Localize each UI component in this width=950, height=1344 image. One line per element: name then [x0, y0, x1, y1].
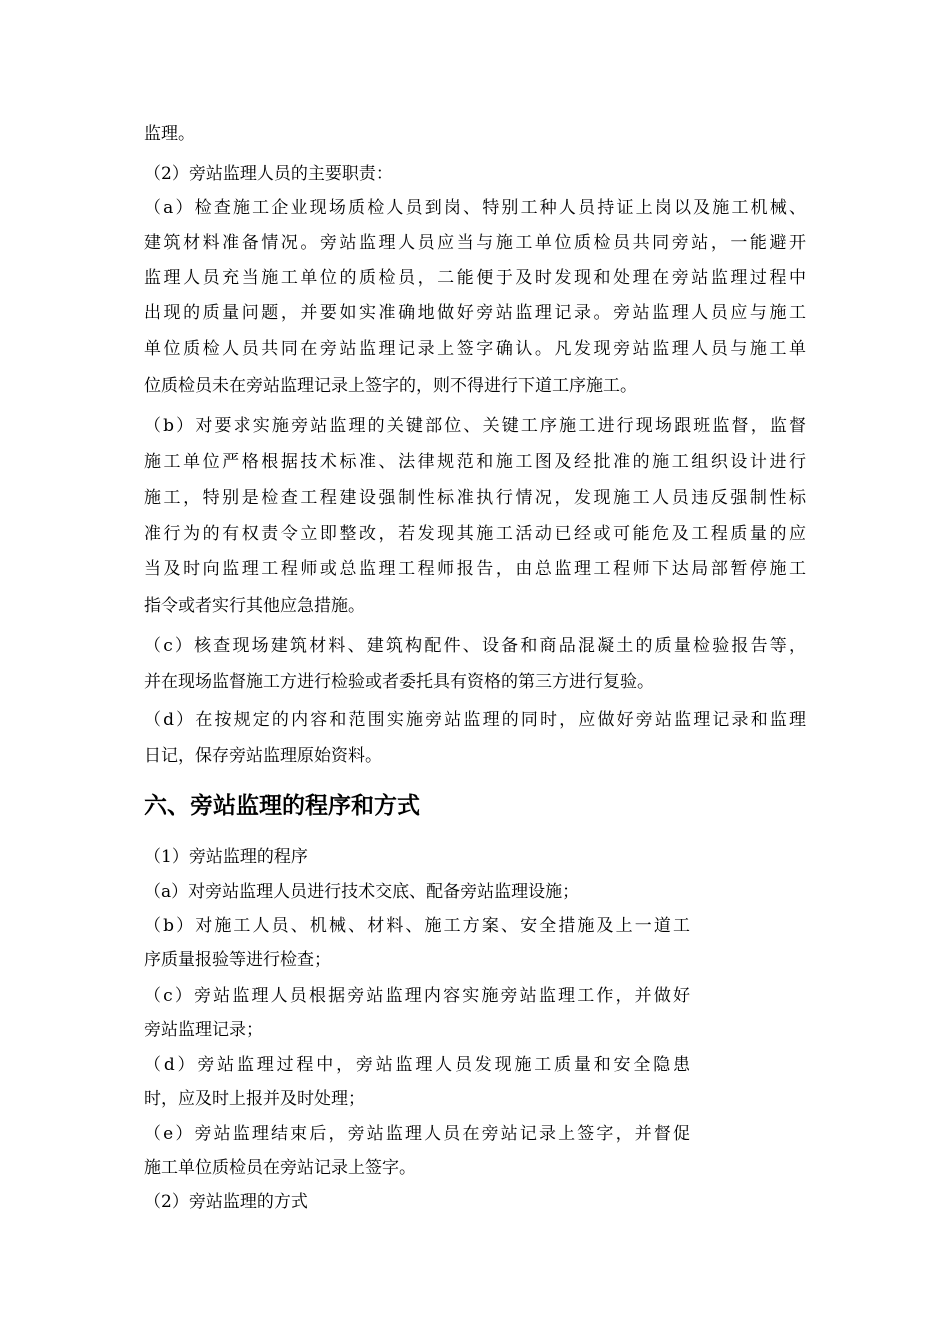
procedure-heading: （1）旁站监理的程序: [144, 847, 308, 867]
step-e-line: 施工单位质检员在旁站记录上签字。: [144, 1158, 416, 1178]
item-c-line: （c）核查现场建筑材料、建筑构配件、设备和商品混凝土的质量检验报告等，: [144, 636, 806, 656]
step-b-line: （b）对施工人员、机械、材料、施工方案、安全措施及上一道工: [144, 916, 690, 936]
item-a-line: 监理人员充当施工单位的质检员，二能便于及时发现和处理在旁站监理过程中: [144, 268, 806, 288]
item-a-line: 单位质检人员共同在旁站监理记录上签字确认。凡发现旁站监理人员与施工单: [144, 339, 806, 359]
item-a-line: 建筑材料准备情况。旁站监理人员应当与施工单位质检员共同旁站，一能避开: [144, 233, 806, 253]
step-e-line: （e）旁站监理结束后，旁站监理人员在旁站记录上签字，并督促: [144, 1124, 690, 1144]
item-b-line: （b）对要求实施旁站监理的关键部位、关键工序施工进行现场跟班监督，监督: [144, 416, 806, 436]
duties-heading: （2）旁站监理人员的主要职责：: [144, 164, 393, 184]
item-c-line: 并在现场监督施工方进行检验或者委托具有资格的第三方进行复验。: [144, 672, 654, 692]
step-c-line: 旁站监理记录；: [144, 1020, 263, 1040]
item-b-line: 施工单位严格根据技术标准、法律规范和施工图及经批准的施工组织设计进行: [144, 452, 806, 472]
step-a-line: （a）对旁站监理人员进行技术交底、配备旁站监理设施；: [144, 882, 580, 902]
step-d-line: 时，应及时上报并及时处理；: [144, 1089, 365, 1109]
method-heading: （2）旁站监理的方式: [144, 1192, 308, 1212]
step-b-line: 序质量报验等进行检查；: [144, 950, 331, 970]
item-b-line: 准行为的有权责令立即整改，若发现其施工活动已经或可能危及工程质量的应: [144, 524, 806, 544]
step-c-line: （c）旁站监理人员根据旁站监理内容实施旁站监理工作，并做好: [144, 986, 690, 1006]
step-d-line: （d）旁站监理过程中，旁站监理人员发现施工质量和安全隐患: [144, 1055, 690, 1075]
item-d-line: 日记，保存旁站监理原始资料。: [144, 746, 382, 766]
item-a-line: （a）检查施工企业现场质检人员到岗、特别工种人员持证上岗以及施工机械、: [144, 198, 806, 218]
item-b-line: 指令或者实行其他应急措施。: [144, 596, 365, 616]
section-six-title: 六、旁站监理的程序和方式: [144, 793, 420, 819]
item-b-line: 施工，特别是检查工程建设强制性标准执行情况，发现施工人员违反强制性标: [144, 488, 806, 508]
item-d-line: （d）在按规定的内容和范围实施旁站监理的同时，应做好旁站监理记录和监理: [144, 710, 806, 730]
paragraph-continuation: 监理。: [144, 124, 195, 144]
item-a-line: 出现的质量问题，并要如实准确地做好旁站监理记录。旁站监理人员应与施工: [144, 303, 806, 323]
item-a-line: 位质检员未在旁站监理记录上签字的，则不得进行下道工序施工。: [144, 376, 637, 396]
item-b-line: 当及时向监理工程师或总监理工程师报告，由总监理工程师下达局部暂停施工: [144, 559, 806, 579]
